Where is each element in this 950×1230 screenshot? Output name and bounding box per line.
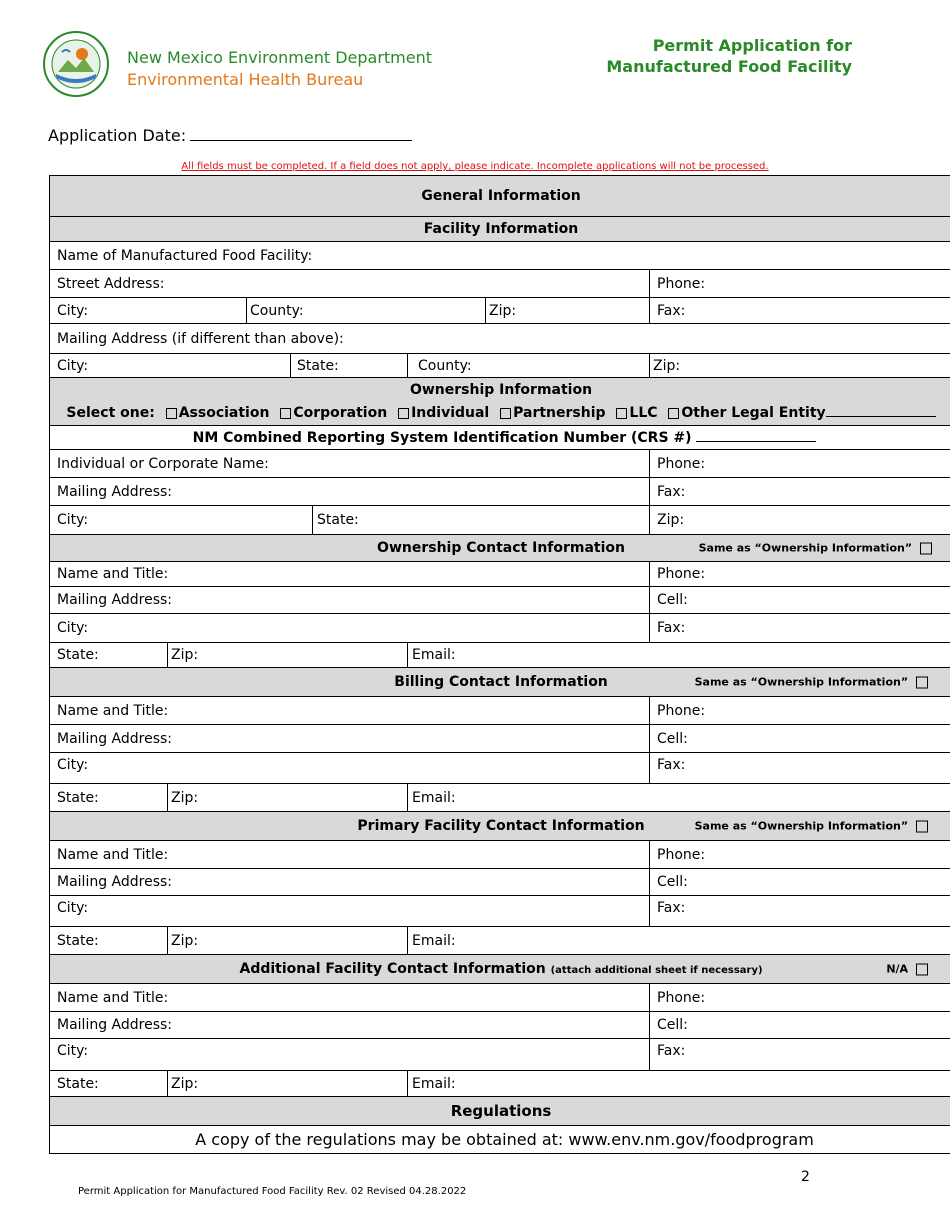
ownership-contact-same-as	[699, 542, 934, 555]
other-entity-checkbox[interactable]	[668, 408, 679, 419]
crs-number-field[interactable]	[696, 431, 816, 442]
pc-cell-field[interactable]: Cell:	[650, 869, 950, 896]
association-label: Association	[178, 405, 270, 422]
same-as-label: Same as “Ownership Information”	[694, 675, 909, 689]
page-number: 2	[801, 1169, 810, 1185]
facility-city-field[interactable]: City:	[50, 298, 247, 324]
owner-fax-field[interactable]: Fax:	[650, 478, 950, 506]
same-as-label: Same as “Ownership Information”	[694, 819, 909, 833]
facility-mailing-zip-field[interactable]: Zip:	[650, 354, 950, 378]
ownership-contact-heading	[50, 535, 950, 562]
bc-name-field[interactable]: Name and Title:	[50, 697, 650, 725]
facility-zip-field[interactable]: Zip:	[486, 298, 650, 324]
facility-mailing-county-field[interactable]: County:	[408, 354, 650, 378]
facility-mailing-state-field[interactable]: State:	[291, 354, 408, 378]
same-as-label: Same as “Ownership Information”	[698, 541, 913, 555]
bc-fax-field[interactable]: Fax:	[650, 753, 950, 784]
oc-zip-field[interactable]: Zip:	[168, 643, 408, 668]
ac-city-field[interactable]: City:	[50, 1039, 650, 1071]
document-title	[606, 35, 852, 77]
bc-cell-field[interactable]: Cell:	[650, 725, 950, 753]
footer-revision: Permit Application for Manufactured Food Facility Rev. 02 Revised 04.28.2022	[78, 1186, 467, 1197]
nmed-logo	[42, 30, 110, 98]
bureau-name: Environmental Health Bureau	[127, 70, 364, 89]
corporation-label: Corporation	[293, 405, 388, 422]
billing-contact-heading-label: Billing Contact Information	[394, 674, 608, 690]
document-title-line1: Permit Application for	[652, 36, 852, 55]
pc-email-field[interactable]: Email:	[408, 927, 950, 955]
facility-phone-field[interactable]: Phone:	[650, 270, 950, 298]
facility-mailing-city-field[interactable]: City:	[50, 354, 291, 378]
application-date-field[interactable]	[190, 126, 412, 141]
pc-state-field[interactable]: State:	[50, 927, 168, 955]
additional-contact-na-checkbox[interactable]	[916, 964, 928, 976]
na-label: N/A	[886, 962, 909, 976]
owner-state-field[interactable]: State:	[313, 506, 650, 535]
other-entity-label: Other Legal Entity	[681, 405, 826, 422]
llc-label: LLC	[629, 405, 658, 422]
oc-email-field[interactable]: Email:	[408, 643, 950, 668]
pc-phone-field[interactable]: Phone:	[650, 841, 950, 869]
oc-mailing-field[interactable]: Mailing Address:	[50, 587, 650, 614]
oc-city-field[interactable]: City:	[50, 614, 650, 643]
pc-mailing-field[interactable]: Mailing Address:	[50, 869, 650, 896]
partnership-label: Partnership	[513, 405, 606, 422]
pc-fax-field[interactable]: Fax:	[650, 896, 950, 927]
regulations-heading: Regulations	[50, 1097, 950, 1126]
ac-phone-field[interactable]: Phone:	[650, 984, 950, 1012]
additional-contact-na	[886, 963, 930, 976]
additional-contact-note: (attach additional sheet if necessary)	[550, 965, 763, 976]
billing-contact-same-as	[695, 676, 930, 689]
bc-email-field[interactable]: Email:	[408, 784, 950, 812]
ownership-contact-heading-label: Ownership Contact Information	[377, 540, 626, 556]
ac-state-field[interactable]: State:	[50, 1071, 168, 1097]
oc-state-field[interactable]: State:	[50, 643, 168, 668]
primary-contact-heading-label: Primary Facility Contact Information	[357, 818, 645, 834]
owner-zip-field[interactable]: Zip:	[650, 506, 950, 535]
ac-name-field[interactable]: Name and Title:	[50, 984, 650, 1012]
document-title-line2: Manufactured Food Facility	[606, 57, 852, 76]
primary-contact-heading	[50, 812, 950, 841]
facility-mailing-field[interactable]: Mailing Address (if different than above):	[50, 324, 950, 354]
general-information-form	[49, 175, 950, 1154]
primary-contact-same-checkbox[interactable]	[916, 821, 928, 833]
ac-zip-field[interactable]: Zip:	[168, 1071, 408, 1097]
oc-phone-field[interactable]: Phone:	[650, 562, 950, 587]
owner-mailing-field[interactable]: Mailing Address:	[50, 478, 650, 506]
bc-mailing-field[interactable]: Mailing Address:	[50, 725, 650, 753]
additional-contact-heading-label: Additional Facility Contact Information	[239, 961, 546, 977]
other-entity-field[interactable]	[826, 406, 936, 417]
owner-phone-field[interactable]: Phone:	[650, 450, 950, 478]
crs-number-row	[50, 426, 950, 450]
ownership-contact-same-checkbox[interactable]	[920, 543, 932, 555]
bc-state-field[interactable]: State:	[50, 784, 168, 812]
completion-notice: All fields must be completed. If a field does not apply, please indicate. Incomplete applications will not be processed.	[181, 161, 769, 172]
ac-mailing-field[interactable]: Mailing Address:	[50, 1012, 650, 1039]
pc-name-field[interactable]: Name and Title:	[50, 841, 650, 869]
ac-cell-field[interactable]: Cell:	[650, 1012, 950, 1039]
oc-name-field[interactable]: Name and Title:	[50, 562, 650, 587]
owner-city-field[interactable]: City:	[50, 506, 313, 535]
billing-contact-heading	[50, 668, 950, 697]
individual-checkbox[interactable]	[398, 408, 409, 419]
partnership-checkbox[interactable]	[500, 408, 511, 419]
application-date	[48, 126, 412, 145]
ownership-type-selector	[50, 402, 950, 426]
oc-fax-field[interactable]: Fax:	[650, 614, 950, 643]
section-title: General Information	[50, 176, 950, 217]
ac-email-field[interactable]: Email:	[408, 1071, 950, 1097]
association-checkbox[interactable]	[166, 408, 177, 419]
pc-zip-field[interactable]: Zip:	[168, 927, 408, 955]
billing-contact-same-checkbox[interactable]	[916, 677, 928, 689]
application-date-label: Application Date:	[48, 126, 187, 145]
additional-contact-heading	[50, 955, 950, 984]
corporation-checkbox[interactable]	[280, 408, 291, 419]
oc-cell-field[interactable]: Cell:	[650, 587, 950, 614]
facility-name-field[interactable]: Name of Manufactured Food Facility:	[50, 242, 950, 270]
bc-phone-field[interactable]: Phone:	[650, 697, 950, 725]
llc-checkbox[interactable]	[616, 408, 627, 419]
crs-number-label: NM Combined Reporting System Identification Number (CRS #)	[192, 429, 692, 446]
facility-fax-field[interactable]: Fax:	[650, 298, 950, 324]
select-one-label: Select one:	[66, 405, 155, 422]
bc-zip-field[interactable]: Zip:	[168, 784, 408, 812]
individual-label: Individual	[411, 405, 490, 422]
owner-name-field[interactable]: Individual or Corporate Name:	[50, 450, 650, 478]
bc-city-field[interactable]: City:	[50, 753, 650, 784]
facility-county-field[interactable]: County:	[247, 298, 486, 324]
department-name: New Mexico Environment Department	[127, 48, 433, 67]
regulations-text: A copy of the regulations may be obtained at: www.env.nm.gov/foodprogram	[50, 1126, 950, 1154]
facility-info-heading: Facility Information	[50, 217, 950, 242]
facility-street-field[interactable]: Street Address:	[50, 270, 650, 298]
primary-contact-same-as	[695, 820, 930, 833]
ac-fax-field[interactable]: Fax:	[650, 1039, 950, 1071]
pc-city-field[interactable]: City:	[50, 896, 650, 927]
ownership-info-heading: Ownership Information	[50, 378, 950, 402]
